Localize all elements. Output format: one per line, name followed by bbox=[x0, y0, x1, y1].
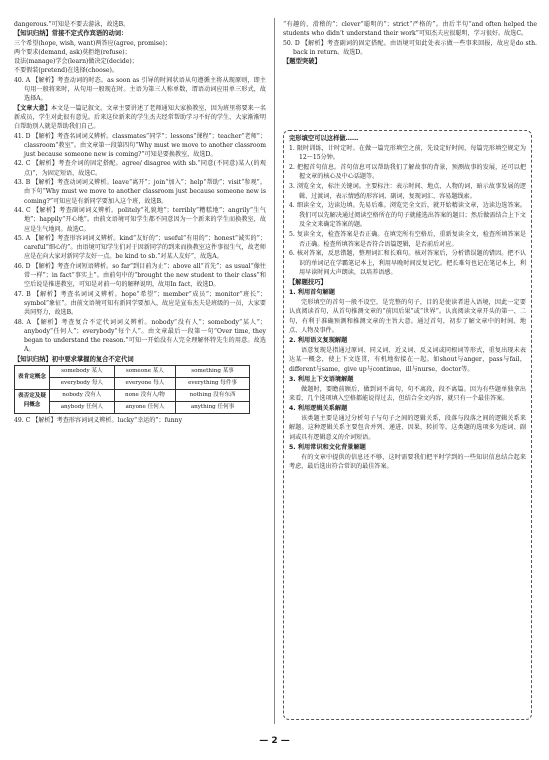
left-column bbox=[14, 20, 266, 425]
table-cell: everything 每件事 bbox=[176, 377, 250, 389]
table-cell: anyone 任何人 bbox=[114, 401, 175, 413]
article-summary bbox=[14, 104, 266, 132]
table-cell: somebody 某人 bbox=[50, 365, 115, 377]
tip-body: 该类题主要是通过分析句子与句子之间的逻辑关系，段落与段落之间的逻辑关系来解题。这种逻辑关系主要包含并列、递进、因果、转折等。这类题的选项多为连词、副词或具有逻辑意义的介词短语。 bbox=[289, 414, 526, 442]
step-item: 6. 核对答案，反思错题，整理词汇和长难句。核对答案后，分析错误题的错因。把不认识的单词记在学霸笔记本上，利用早晚时间反复记忆。把长难句也记在笔记本上，利用早读时间大声朗读，以培养语感。 bbox=[289, 250, 526, 277]
method-box bbox=[283, 130, 532, 720]
tip-body: 做题时，要瞻前顾后，做到词不离句，句不离段，段不离篇。因为有些题单独拿出来看，几个选项填入空格都能说得过去，但结合全文内容，就只有一个最佳答案。 bbox=[289, 385, 526, 403]
table-heading: 【知识归纳】初中要求掌握的复合不定代词 bbox=[14, 355, 134, 363]
step-item: 5. 复读全文，检查答案是否正确。在填完所有空格后，重新复读全文，检查所填答案是否正确。检查所填答案是否符合语篇逻辑，是否前后对应。 bbox=[289, 230, 526, 248]
tips-heading: 【解题技巧】 bbox=[289, 278, 327, 286]
answer-49: 49. C 【解析】考查形容词词义辨析。lucky“幸运的”；funny bbox=[14, 416, 183, 424]
step-item: 1. 限时训练，计时定时。在做一篇完形填空之前，先设定好时间，每篇完形填空规定为12～15分钟。 bbox=[289, 144, 526, 162]
table-cell: none 没有人/物 bbox=[114, 389, 175, 401]
knowledge-line: 三个希望(hope, wish, want)两答应(agree, promise)； bbox=[14, 39, 172, 47]
knowledge-heading: 【知识归纳】常接不定式作宾语的动词： bbox=[14, 30, 128, 38]
summary-text: 本文是一篇记叙文。文章主要讲述了老师通知大家换教室，因为班里将要来一名新成员，学生对此很有意见。后来这位新来的学生杰夫经常帮助学习不好的学生，大家渐渐明白帮助别人就是帮助我们自己。 bbox=[14, 104, 267, 131]
step-item: 2. 把握首句信息。首句信息可以帮助我们了解故事的背景，预测故事的发展，还可以把握文章的核心及中心话题等。 bbox=[289, 163, 526, 181]
table-row bbox=[15, 377, 250, 389]
tip-body: 有的文章中提供的信息还不够，这时需要我们把平时学到的一些知识信息结合起来考虑，最后选出符合常识的最佳答案。 bbox=[289, 453, 526, 471]
row-header: 表肯定概念 bbox=[15, 365, 50, 389]
tip-title: 2. 利用语义复现解题 bbox=[289, 336, 348, 344]
table-cell: someone 某人 bbox=[114, 365, 175, 377]
page-number: — 2 — bbox=[259, 736, 290, 746]
answer-40: 40. A 【解析】考查动词的时态。as soon as 引导的时间状语从句遵循主将从现原则，即主句用一般将来时，从句用一般现在时。主语为第三人称单数，谓语动词应用单三形式，故选择A。 bbox=[14, 76, 266, 103]
answer-50: 50. D 【解析】考查副词的固定搭配。由语境可知此处表示做一些事来回报，故应是do sth. back in return。故选D。 bbox=[283, 39, 537, 56]
answer-43: 43. B 【解析】考查动词词义辨析。leave“离开”；join“加入”；help“帮助”；visit“参观”。由下句“Why must we move to another classroom just because someone new is coming?”可知应是有新同学要加入这个班，故选B。 bbox=[14, 179, 266, 205]
tip-title: 1. 利用首句解题 bbox=[289, 288, 335, 296]
answer-45: 45. A 【解析】考查形容词词义辨析。kind“友好的”；useful“有用的”；honest“诚实的”；careful“细心的”。由语境可知学生们对于因新同学的到来而换教室这件事很生气，故老师应是在向大家对新同学友好一点。be kind to sb.“对某人友好”，故选A。 bbox=[14, 234, 266, 261]
table-cell: anybody 任何人 bbox=[50, 401, 115, 413]
column-divider bbox=[274, 18, 275, 724]
paragraph: “有趣的，滑稽的”；clever“聪明的”；strict“严格的”。由后半句“and often helped the students who didn’t understand their work”可知杰夫应很聪明，学习很好。故选C。 bbox=[283, 21, 537, 38]
answer-44: 44. C 【解析】考查副词词义辨析。politely“礼貌地”；terribly“糟糕地”；angrily“生气地”；happily“开心地”。由前文语境可知学生都不同意因为一个新来的学生而换教室，故应是生气地问。故选C。 bbox=[14, 206, 266, 233]
row-header: 表否定及疑问概念 bbox=[15, 389, 50, 413]
knowledge-line: 设法(manage)学会(learn)做决定(decide)； bbox=[14, 58, 138, 66]
table-row bbox=[15, 365, 250, 377]
tip-body: 完形填空的首句一般不设空，是完整的句子，目的是使读者进入语境，因此一定要认真阅读首句，从首句推测文章的“前因后果”或“世界”。认真阅读文章开头的第一、二句，有利于准确预测和推测文章的主旨大意。通过首句，初步了解文章中的时间、地点、人物及事件。 bbox=[289, 298, 526, 335]
table-cell: something 某事 bbox=[176, 365, 250, 377]
tip-title: 4. 利用逻辑关系解题 bbox=[289, 404, 348, 412]
answer-46: 46. D 【解析】考查介词短语辨析。so far“到目前为止”；above all“首先”；as usual“像往常一样”；in fact“事实上”。由前句中的“brought the new student to their class”和空后说是推进教室，可知是对前一句的解释说明，故用In fact，故选D。 bbox=[14, 262, 266, 289]
answer-48: 48. A 【解析】考查复合不定代词词义辨析。nobody“没有人”；somebody“某人”；anybody“任何人”；everybody“每个人”。由文章最后一段第一句“Over time, they began to understand the reason.”可知一开始没有人完全理解怀特先生的用意。故选A。 bbox=[14, 318, 266, 354]
tip-body: 语意复现是指通过原词、同义词、近义词、反义词或同根词等形式，重复出现未表达某一概念，使上下文连贯，有机地衔接在一起。如shout与anger，pass与fail，different与same，give up与continue，ill与nurse，doctor等。 bbox=[289, 346, 526, 374]
table-row bbox=[15, 389, 250, 401]
table-row bbox=[15, 401, 250, 413]
step-item: 3. 浏览全文，标注关键词。主要标注：表示时间、地点、人物的词，暗示故事发展的逻辑、过渡词，表示情感的形容词、副词，复现词汇、容易题线索。 bbox=[289, 182, 526, 200]
box-title: 完形填空可以这样做…… bbox=[289, 135, 359, 142]
knowledge-line: 两个要求(demand, ask)莫拒绝(refuse)； bbox=[14, 48, 131, 56]
tip-title: 3. 利用上下文语境解题 bbox=[289, 375, 354, 383]
table-cell: everybody 每人 bbox=[50, 377, 115, 389]
summary-label: 【文章大意】 bbox=[14, 104, 51, 112]
table-cell: nobody 没有人 bbox=[50, 389, 115, 401]
indefinite-pronoun-table bbox=[14, 365, 250, 414]
table-cell: nothing 没有东西 bbox=[176, 389, 250, 401]
answer-42: 42. C 【解析】考查介词的固定搭配。agree/ disagree with sb.“同意(不同意)某人(的观点)”，为固定短语，故选C。 bbox=[14, 160, 266, 177]
table-cell: anything 任何事 bbox=[176, 401, 250, 413]
right-column bbox=[283, 20, 537, 66]
paragraph: dangerous.”可知是不要去游泳，故选B。 bbox=[14, 21, 130, 28]
answer-47: 47. B 【解析】考查名词词义辨析。hope“希望”；member“成员”；monitor“班长”；symbol“象征”。由前文语境可知有新同学要加入，故应是宣布杰夫是班级的一员，大家要共同努力，故选B。 bbox=[14, 290, 266, 317]
table-cell: everyone 每人 bbox=[114, 377, 175, 389]
answer-41: 41. D 【解析】考查名词词义辨析。classmates“同学”；lessons“课程”；teacher“老师”；classroom“教室”。由文章第一段第四句“Why must we move to another classroom just because someone new is coming?”可知是要换教室，故选D。 bbox=[14, 132, 266, 159]
section-heading: 【题型突破】 bbox=[283, 58, 321, 66]
knowledge-line: 不要假装(pretend)在选择(choose)。 bbox=[14, 67, 118, 75]
step-item: 4. 细读全文，边读边填。先易后难。浏览完全文后，就开始精读文章，边读边选答案。我们可以先解决通过阅读空格所在的句子就能选出答案的题目；然后做需结合上下文及全文来确定答案的题。 bbox=[289, 202, 526, 229]
tip-title: 5. 利用常识和文化背景解题 bbox=[289, 443, 366, 451]
